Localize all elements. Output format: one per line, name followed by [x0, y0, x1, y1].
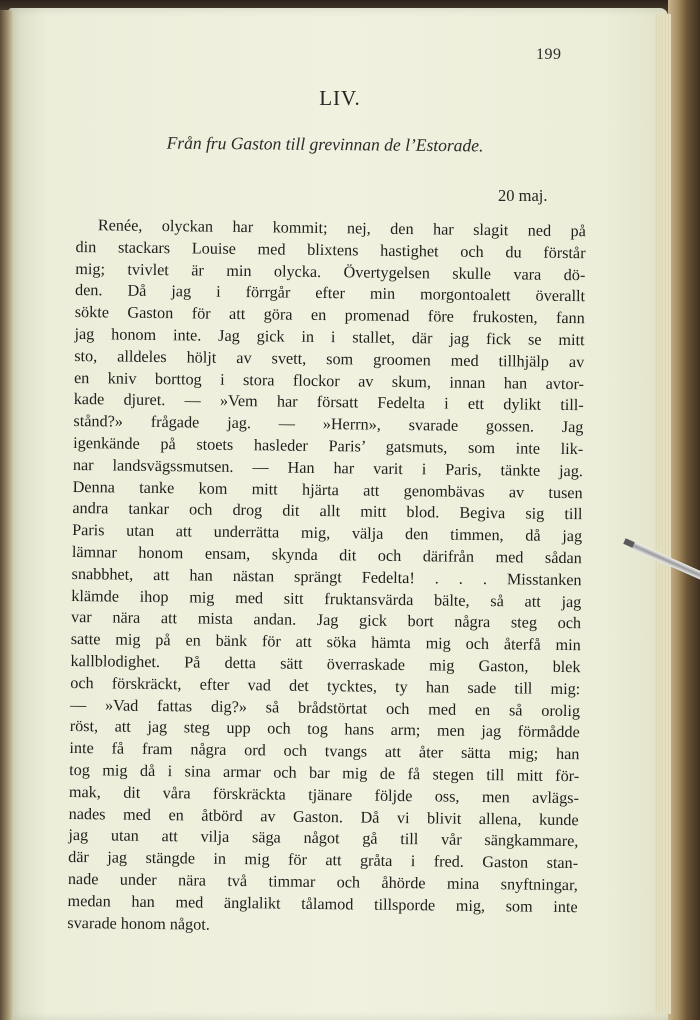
page-edges [655, 14, 671, 1014]
text-line: snabbhet, att han nästan sprängt Fedelta! . . . Misstanken [71, 564, 582, 589]
text-line: klämde ihop mig med sitt fruktansvärda bälte, så att jag [71, 586, 582, 611]
text-line: stånd?» frågade jag. — »Herrn», svarade gossen. Jag [73, 412, 584, 437]
text-line: nades med en åtbörd av Gaston. Då vi blivit allena, kunde [68, 804, 579, 829]
text-line: lämnar honom ensam, skynda dit och därifrån med sådan [71, 542, 582, 568]
text-line: igenkände på stoets hasleder Paris’ gatsmuts, som inte lik- [73, 433, 584, 459]
text-line: jag honom inte. Jag gick in i stallet, där jag fick se mitt [74, 324, 585, 350]
text-line: den. Då jag i förrgår efter min morgontoalett överallt [74, 281, 586, 306]
text-line: medan han med änglalikt tålamod tillsporde mig, som inte [67, 891, 578, 916]
text-line: tog mig då i sina armar och bar mig de få stegen till mitt för- [69, 760, 580, 786]
text-line: din stackars Louise med blixtens hastighet och du förstår [75, 237, 586, 263]
body-text [67, 215, 586, 940]
text-line: nade under nära två timmar och åhörde mina snyftningar, [67, 869, 578, 895]
book-cover-edge [668, 0, 700, 1020]
text-line: Renée, olyckan har kommit; nej, den har slagit ned på [97, 216, 586, 241]
text-line: sökte Gaston för att göra en promenad före frukosten, fann [74, 303, 585, 328]
text-line: Paris utan att underrätta mig, välja den timmen, då jag [72, 521, 583, 546]
letter-date: 20 maj. [498, 186, 548, 205]
letter-heading: Från fru Gaston till grevinnan de l’Estorade. [166, 132, 484, 156]
text-line: jag utan att vilja säga något gå till vår sängkammare, [68, 826, 579, 851]
text-line: svarade honom något. [67, 913, 210, 934]
text-line: där jag stängde in mig för att gråta i fred. Gaston stan- [68, 848, 579, 873]
text-line: satte mig på en bänk för att söka hämta mig och återfå min [70, 630, 581, 655]
text-line: mig; tvivlet är min olycka. Övertygelsen skulle vara dö- [75, 259, 586, 284]
text-line: mak, dit våra förskräckta tjänare följde oss, men avlägs- [68, 782, 580, 807]
text-line: röst, att jag steg upp och tog hans arm; men jag förmådde [69, 717, 580, 742]
text-line: och förskräckt, efter vad det tycktes, ty han sade till mig: [70, 673, 581, 698]
text-line: sto, alldeles höljt av svett, som groomen med tillhjälp av [74, 346, 585, 372]
text-line: kallblodighet. På detta sätt överraskade mig Gaston, blek [70, 651, 581, 677]
text-line: — »Vad fattas dig?» så brådstörtat och med en så orolig [69, 695, 581, 720]
text-line: kade djuret. — »Vem har försatt Fedelta i ett dylikt till- [73, 390, 584, 415]
chapter-title: LIV. [319, 86, 361, 110]
text-line: Denna tanke kom mitt hjärta att genombävas av tusen [72, 477, 583, 502]
page-number: 199 [536, 46, 562, 63]
text-line: var nära att mista andan. Jag gick bort några steg och [70, 608, 582, 633]
book-spine-shadow [0, 10, 14, 1020]
text-line: inte få fram några ord och tvangs att åter sätta mig; han [69, 739, 580, 764]
text-line: andra tankar och drog dit allt mitt blod. Begiva sig till [72, 499, 583, 524]
text-line: nar landsvägssmutsen. — Han har varit i Paris, tänkte jag. [72, 455, 584, 480]
text-line: en kniv borttog i stora flockor av skum, innan han avtor- [73, 368, 585, 393]
